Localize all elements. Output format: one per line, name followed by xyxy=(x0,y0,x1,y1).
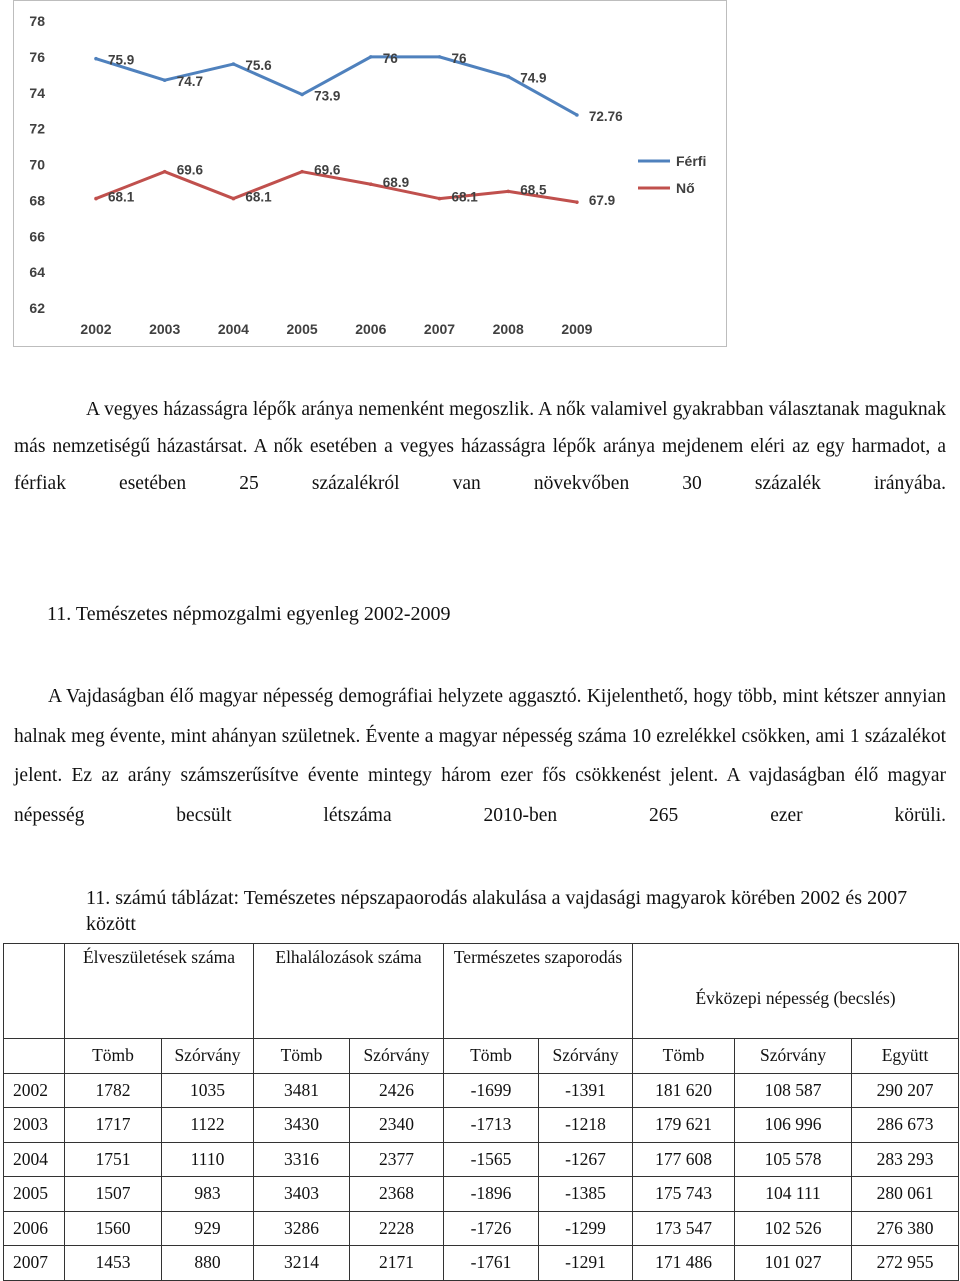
y-tick-label: 64 xyxy=(29,264,45,281)
table-cell: 283 293 xyxy=(852,1142,959,1177)
table-cell: 1560 xyxy=(65,1211,162,1246)
table-cell: 1035 xyxy=(162,1073,254,1108)
chart-plot xyxy=(14,1,728,348)
table-row xyxy=(4,1211,959,1246)
table-cell: 3214 xyxy=(254,1246,350,1281)
table-cell: -1896 xyxy=(444,1177,539,1212)
data-point xyxy=(506,75,510,79)
data-point xyxy=(575,200,579,204)
data-label: 75.9 xyxy=(108,52,135,68)
x-tick-label: 2002 xyxy=(80,321,112,337)
table-cell: 179 621 xyxy=(633,1108,735,1143)
year-cell: 2004 xyxy=(4,1142,65,1177)
table-cell: 101 027 xyxy=(735,1246,852,1281)
table-cell: -1385 xyxy=(539,1177,633,1212)
x-tick-label: 2008 xyxy=(492,321,524,337)
data-label: 72.76 xyxy=(588,108,623,124)
table-cell: 2377 xyxy=(350,1142,444,1177)
subheader-cell: Szórvány xyxy=(162,1039,254,1074)
y-tick-label: 74 xyxy=(29,84,45,101)
subheader-cell: Szórvány xyxy=(735,1039,852,1074)
table-cell: -1565 xyxy=(444,1142,539,1177)
table-cell: 1453 xyxy=(65,1246,162,1281)
subheader-cell: Tömb xyxy=(444,1039,539,1074)
data-label: 68.1 xyxy=(108,189,135,205)
subheader-cell: Tömb xyxy=(254,1039,350,1074)
table-cell: 286 673 xyxy=(852,1108,959,1143)
table-cell: 280 061 xyxy=(852,1177,959,1212)
y-tick-label: 78 xyxy=(29,13,45,29)
table-cell: 3403 xyxy=(254,1177,350,1212)
table-cell: 290 207 xyxy=(852,1073,959,1108)
table-cell: 3481 xyxy=(254,1073,350,1108)
table-cell: -1726 xyxy=(444,1211,539,1246)
y-tick-label: 72 xyxy=(29,120,45,137)
data-point xyxy=(94,197,98,201)
table-cell: -1761 xyxy=(444,1246,539,1281)
table-cell: -1299 xyxy=(539,1211,633,1246)
table-row xyxy=(4,1108,959,1143)
group-header-row xyxy=(4,944,959,1039)
group-header: Élveszületések száma xyxy=(65,944,254,1039)
data-label: 73.9 xyxy=(314,88,341,104)
subheader-cell: Együtt xyxy=(852,1039,959,1074)
data-label: 67.9 xyxy=(588,193,616,209)
data-label: 69.6 xyxy=(314,162,341,178)
table-row xyxy=(4,1177,959,1212)
data-point xyxy=(575,113,579,117)
data-point xyxy=(369,182,373,186)
group-header: Elhalálozások száma xyxy=(254,944,444,1039)
data-label: 76 xyxy=(451,50,467,66)
data-point xyxy=(300,93,304,97)
subheader-cell: Szórvány xyxy=(350,1039,444,1074)
data-label: 68.1 xyxy=(451,189,478,205)
table-cell: 1717 xyxy=(65,1108,162,1143)
empty-corner-cell xyxy=(4,1039,65,1074)
data-point xyxy=(94,57,98,61)
table-cell: 105 578 xyxy=(735,1142,852,1177)
table-cell: 929 xyxy=(162,1211,254,1246)
life-expectancy-chart xyxy=(13,0,727,347)
subheader-row xyxy=(4,1039,959,1074)
table-caption: 11. számú táblázat: Temészetes népszapaorodás alakulása a vajdasági magyarok körében 2002 és 2007 között xyxy=(86,887,908,935)
data-point xyxy=(506,190,510,194)
data-label: 68.9 xyxy=(382,175,410,191)
x-tick-label: 2007 xyxy=(423,321,456,337)
table-cell: 171 486 xyxy=(633,1246,735,1281)
series-line-ferfi xyxy=(96,57,577,115)
table-cell: -1391 xyxy=(539,1073,633,1108)
table-cell: 1110 xyxy=(162,1142,254,1177)
data-label: 69.6 xyxy=(176,162,203,178)
table-row xyxy=(4,1246,959,1281)
year-cell: 2002 xyxy=(4,1073,65,1108)
year-cell: 2003 xyxy=(4,1108,65,1143)
section-heading: 11. Temészetes népmozgalmi egyenleg 2002-2009 xyxy=(47,603,451,625)
data-point xyxy=(438,197,442,201)
table-cell: 173 547 xyxy=(633,1211,735,1246)
table-cell: 102 526 xyxy=(735,1211,852,1246)
subheader-cell: Szórvány xyxy=(539,1039,633,1074)
table-cell: -1291 xyxy=(539,1246,633,1281)
table-cell: 1507 xyxy=(65,1177,162,1212)
x-tick-label: 2003 xyxy=(149,321,181,337)
paragraph-demography: A Vajdaságban élő magyar népesség demográfiai helyzete aggasztó. Kijelenthető, hogy több, mint kétszer annyian halnak meg évente, mint ahányan születnek. Évente a magyar népesség száma 10 ezrelékkel csökken, ami 1 százalékot jelent. Ez az arány számszerűsítve évente mintegy három ezer fős csökkenést jelent. A vajdaságban élő magyar népesség becsült létszáma 2010-ben 265 ezer körüli. xyxy=(14,686,946,826)
empty-corner-cell xyxy=(4,944,65,1039)
table-cell: 272 955 xyxy=(852,1246,959,1281)
table-cell: 104 111 xyxy=(735,1177,852,1212)
data-point xyxy=(300,170,304,174)
subheader-cell: Tömb xyxy=(65,1039,162,1074)
data-point xyxy=(438,55,442,59)
table-cell: 106 996 xyxy=(735,1108,852,1143)
data-label: 68.1 xyxy=(245,189,272,205)
data-label: 75.6 xyxy=(245,58,272,74)
data-label: 74.7 xyxy=(176,74,203,90)
table-cell: 2426 xyxy=(350,1073,444,1108)
data-point xyxy=(163,170,167,174)
data-label: 68.5 xyxy=(520,182,547,198)
table-cell: 1751 xyxy=(65,1142,162,1177)
y-tick-label: 66 xyxy=(29,228,45,245)
table-cell: 276 380 xyxy=(852,1211,959,1246)
table-cell: 175 743 xyxy=(633,1177,735,1212)
table-cell: 3316 xyxy=(254,1142,350,1177)
y-tick-label: 70 xyxy=(29,156,45,173)
x-tick-label: 2009 xyxy=(561,321,593,337)
paragraph-mixed-marriages: A vegyes házasságra lépők aránya nemenként megoszlik. A nők valamivel gyakrabban választanak maguknak más nemzetiségű házastársat. A nők esetében a vegyes házasságra lépők aránya mejdenem eléri az egy harmadot, a férfiak esetében 25 százalékról van növekvőben 30 százalék irányába. xyxy=(14,399,946,494)
group-header: Természetes szaporodás xyxy=(444,944,633,1039)
table-row xyxy=(4,1073,959,1108)
legend-label: Férfi xyxy=(676,153,707,169)
x-tick-label: 2004 xyxy=(217,321,249,337)
table-cell: 177 608 xyxy=(633,1142,735,1177)
table-cell: 2171 xyxy=(350,1246,444,1281)
y-tick-label: 68 xyxy=(29,192,45,209)
x-tick-label: 2006 xyxy=(355,321,387,337)
table-cell: 2340 xyxy=(350,1108,444,1143)
data-point xyxy=(369,55,373,59)
table-cell: 108 587 xyxy=(735,1073,852,1108)
table-cell: 1122 xyxy=(162,1108,254,1143)
table-cell: -1713 xyxy=(444,1108,539,1143)
table-cell: 181 620 xyxy=(633,1073,735,1108)
data-point xyxy=(163,78,167,82)
table-cell: 880 xyxy=(162,1246,254,1281)
table-row xyxy=(4,1142,959,1177)
y-tick-label: 62 xyxy=(29,300,45,316)
year-cell: 2005 xyxy=(4,1177,65,1212)
x-tick-label: 2005 xyxy=(286,321,318,337)
subheader-cell: Tömb xyxy=(633,1039,735,1074)
table-cell: -1699 xyxy=(444,1073,539,1108)
group-header: Évközepi népesség (becslés) xyxy=(633,944,959,1039)
table-cell: -1218 xyxy=(539,1108,633,1143)
year-cell: 2006 xyxy=(4,1211,65,1246)
table-cell: -1267 xyxy=(539,1142,633,1177)
legend-label: Nő xyxy=(676,180,695,196)
table-cell: 1782 xyxy=(65,1073,162,1108)
data-label: 74.9 xyxy=(520,70,547,86)
table-cell: 983 xyxy=(162,1177,254,1212)
y-tick-label: 76 xyxy=(29,48,45,65)
data-point xyxy=(232,197,236,201)
year-cell: 2007 xyxy=(4,1246,65,1281)
data-point xyxy=(232,62,236,66)
data-label: 76 xyxy=(382,50,398,66)
table-cell: 2368 xyxy=(350,1177,444,1212)
table-cell: 2228 xyxy=(350,1211,444,1246)
table-cell: 3286 xyxy=(254,1211,350,1246)
natural-increase-table xyxy=(3,943,959,1281)
table-cell: 3430 xyxy=(254,1108,350,1143)
